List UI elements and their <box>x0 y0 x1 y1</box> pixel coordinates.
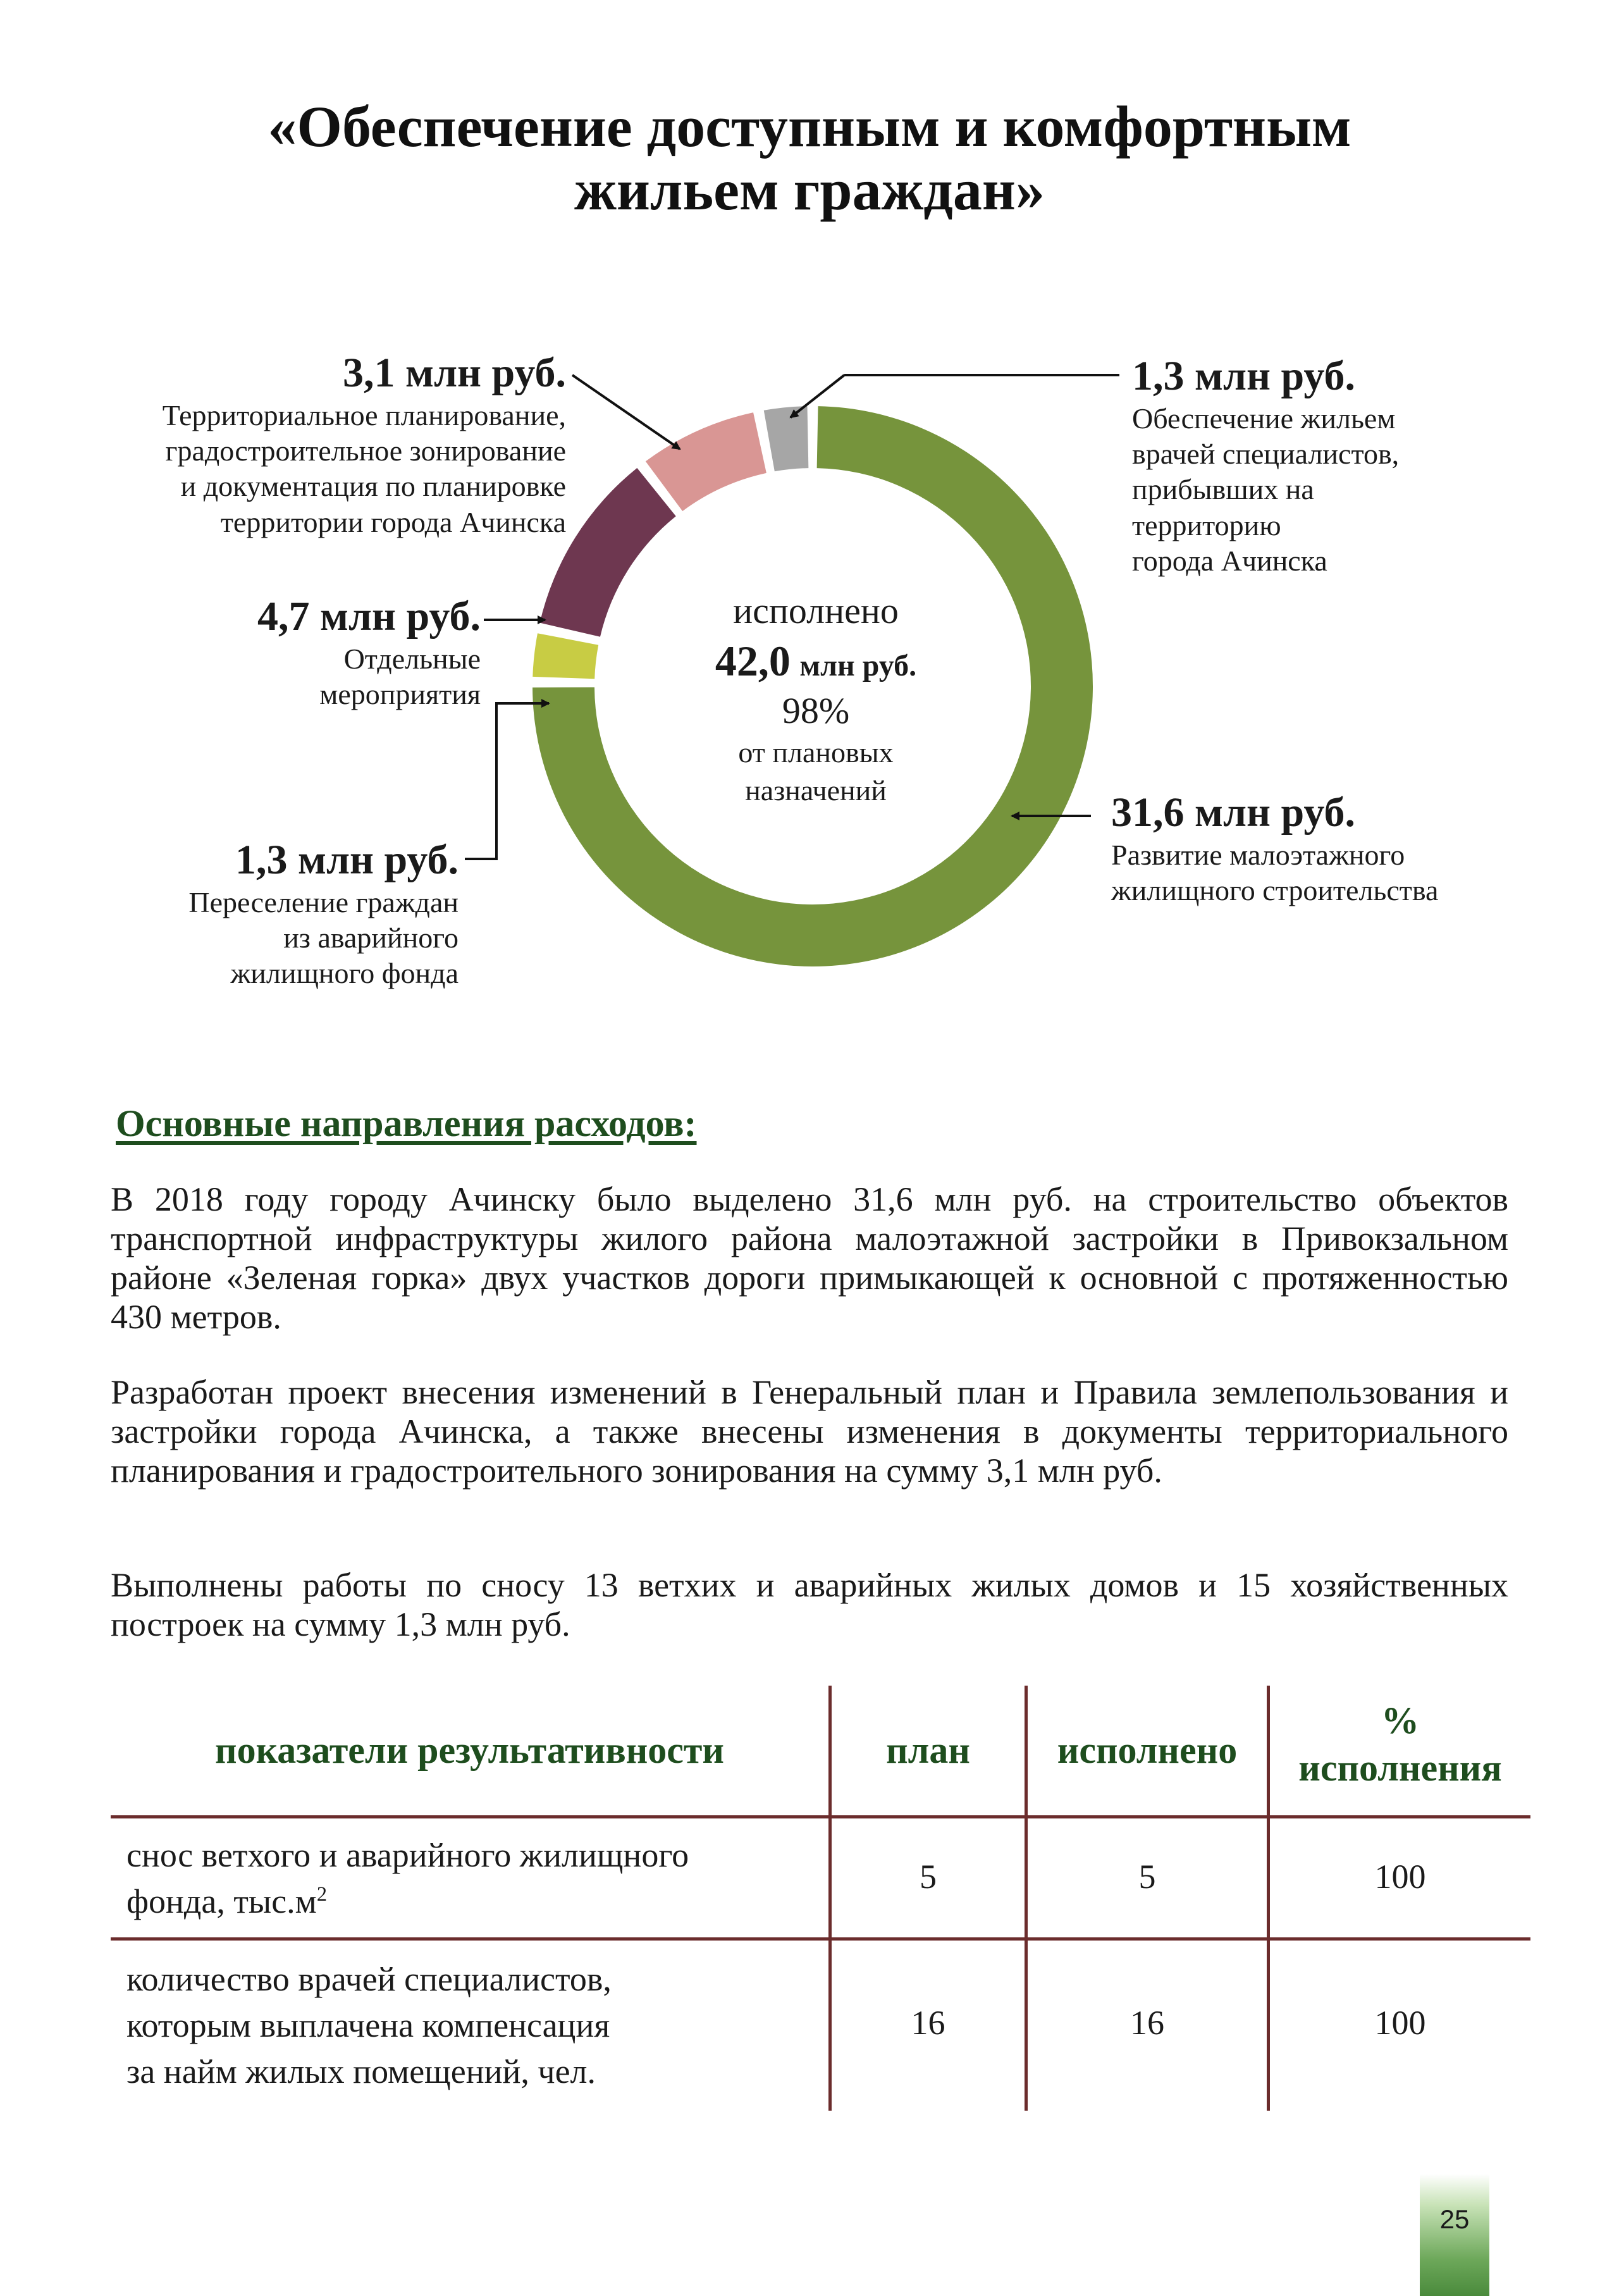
page-number-bar <box>1420 2174 1489 2296</box>
label-planning-desc-2: градостроительное зонирование <box>165 435 566 467</box>
label-doctors-desc-4: территорию <box>1132 509 1281 541</box>
row-2-line-1: количество врачей специалистов, <box>126 1960 612 1998</box>
row-2-line-2: которым выплачена компенсация <box>126 2006 610 2044</box>
label-resettlement-desc-3: жилищного фонда <box>230 957 459 990</box>
label-doctors-desc-3: прибывших на <box>1132 473 1314 506</box>
header-percent-sign: % <box>1381 1700 1419 1741</box>
title-line-1: «Обеспечение доступным и комфортным <box>268 94 1351 159</box>
table-row-2-percent: 100 <box>1374 2004 1426 2042</box>
label-resettlement-desc-2: из аварийного <box>283 922 459 954</box>
label-low-rise-amount: 31,6 млн руб. <box>1111 789 1355 836</box>
label-low-rise-desc-2: жилищного строительства <box>1111 874 1439 907</box>
row-1-line-1: снос ветхого и аварийного жилищного <box>126 1836 689 1874</box>
table-row-2-plan: 16 <box>911 2004 945 2042</box>
table-row-1-percent: 100 <box>1374 1858 1426 1896</box>
label-resettlement-desc-1: Переселение граждан <box>188 886 459 919</box>
header-indicator: показатели результативности <box>215 1729 724 1771</box>
label-resettlement <box>126 835 459 992</box>
row-2-line-3: за найм жилых помещений, чел. <box>126 2052 596 2090</box>
label-doctors-housing <box>1132 351 1537 579</box>
center-line-1: исполнено <box>733 590 899 631</box>
label-resettlement-amount: 1,3 млн руб. <box>235 837 459 883</box>
paragraph-3: Выполнены работы по сносу 13 ветхих и аварийных жилых домов и 15 хозяйственных построек на сумму 1,3 млн руб. <box>111 1566 1508 1643</box>
paragraph-1: В 2018 году городу Ачинску было выделено 31,6 млн руб. на строительство объектов транспортной инфраструктуры жилого района малоэтажной застройки в Привокзальном районе «Зеленая горка» двух участков дороги примыкающей к основной с протяженностью 430 метров. <box>111 1180 1508 1336</box>
header-percent-label: исполнения <box>1298 1747 1502 1789</box>
label-planning <box>114 348 566 540</box>
paragraph-2: Разработан проект внесения изменений в Генеральный план и Правила землепользования и застройки города Ачинска, а также внесены изменения в документы территориального планирования и градостроительного зонирования на сумму 3,1 млн руб. <box>111 1373 1508 1490</box>
table-header-rule <box>111 1815 1530 1818</box>
donut-segment-2 <box>532 633 598 679</box>
header-plan: план <box>886 1729 970 1771</box>
header-percent <box>1270 1697 1530 1792</box>
row-1-line-2: фонда, тыс.м <box>126 1882 317 1920</box>
label-other-activities <box>190 591 481 712</box>
table-row-1-done: 5 <box>1138 1858 1156 1896</box>
row-1-sup: 2 <box>316 1882 328 1906</box>
center-unit: млн руб. <box>799 648 917 682</box>
label-other-desc-1: Отдельные <box>343 643 481 676</box>
leader-line-pink <box>572 375 680 449</box>
page-number: 25 <box>1439 2204 1470 2234</box>
center-line-4: от плановых <box>738 736 894 768</box>
label-doctors-desc-2: врачей специалистов, <box>1132 438 1400 471</box>
label-doctors-desc-5: города Ачинска <box>1132 544 1327 577</box>
label-planning-amount: 3,1 млн руб. <box>343 350 566 396</box>
table-row-1-indicator <box>126 1832 822 1925</box>
center-percent: 98% <box>782 689 850 731</box>
table-row-2-indicator <box>126 1956 822 2095</box>
title-line-2: жильем граждан» <box>574 157 1045 222</box>
label-planning-desc-1: Территориальное планирование, <box>162 399 566 432</box>
label-other-desc-2: мероприятия <box>319 678 481 711</box>
label-low-rise <box>1111 787 1554 908</box>
label-doctors-desc-1: Обеспечение жильем <box>1132 402 1396 435</box>
center-amount: 42,0 <box>715 636 791 685</box>
table-row-1-plan: 5 <box>920 1858 937 1896</box>
label-doctors-amount: 1,3 млн руб. <box>1132 353 1355 399</box>
donut-segment-4 <box>646 412 766 511</box>
donut-segment-5 <box>764 406 809 471</box>
label-low-rise-desc-1: Развитие малоэтажного <box>1111 839 1405 872</box>
section-title: Основные направления расходов: <box>116 1102 697 1144</box>
label-planning-desc-4: территории города Ачинска <box>220 505 566 538</box>
label-planning-desc-3: и документация по планировке <box>180 470 566 503</box>
table-row-rule <box>111 1937 1530 1941</box>
label-other-amount: 4,7 млн руб. <box>257 593 481 639</box>
donut-center-label <box>689 588 942 810</box>
table-row-2-done: 16 <box>1130 2004 1164 2042</box>
header-done: исполнено <box>1057 1729 1238 1771</box>
center-line-5: назначений <box>745 774 887 806</box>
